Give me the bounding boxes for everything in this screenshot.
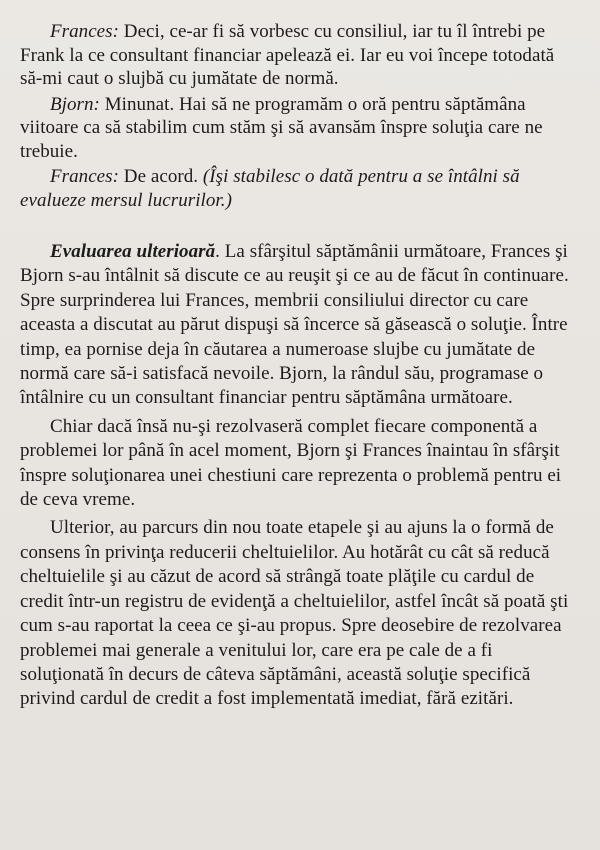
dialogue-line-bjorn	[20, 93, 580, 164]
section-gap	[20, 212, 580, 236]
speaker-label: Frances:	[50, 166, 119, 187]
dialogue-line-frances-1	[20, 20, 580, 91]
section-paragraph-text: . La sfârşitul săptămânii următoare, Frances şi Bjorn s-au întâlnit să discute ce au reuşit şi ce au de făcut în continuare. Spre surprinderea lui Frances, membrii consiliului director cu care aceasta a discutat au părut dispuşi să încerce să găsească o soluţie. Între timp, ea pornise deja în căutarea a numeroase slujbe cu jumătate de normă care să-i satisfacă nevoile. Bjorn, la rândul său, programase o întâlnire cu un consultant financiar pentru săptămâna următoare.	[20, 241, 569, 409]
dialogue-line-frances-2	[20, 165, 580, 212]
stage-direction: (Îşi stabilesc o dată pentru a se întâlni să evalueze mersul lucrurilor.)	[20, 166, 520, 211]
body-paragraph-3: Ulterior, au parcurs din nou toate etapele şi au ajuns la o formă de consens în privinţa reducerii cheltuielilor. Au hotărât cu cât să reducă cheltuielile şi au căzut de acord să strângă toate plăţile cu cardul de credit într-un registru de evidenţă a cheltuielilor, astfel încât să poată şti cum s-au raportat la ceea ce şi-au propus. Spre deosebire de rezolvarea problemei mai generale a venitului lor, care era pe cale de a fi soluţionată în decurs de câteva săptămâni, această soluţie specifică privind cardul de credit a fost implementată imediat, fără ezitări.	[20, 517, 569, 710]
speaker-label: Bjorn:	[50, 93, 100, 115]
section-heading: Evaluarea ulterioară	[50, 241, 216, 262]
speaker-label: Frances:	[50, 21, 119, 42]
dialogue-text: De acord.	[119, 166, 203, 187]
section-first-paragraph	[20, 240, 580, 411]
dialogue-text: Deci, ce-ar fi să vorbesc cu consiliul, iar tu îl întrebi pe Frank la ce consultant financiar apelează ei. Iar eu voi începe totodată să-mi caut o slujbă cu jumătate de normă.	[20, 21, 555, 89]
body-paragraph-2: Chiar dacă însă nu-şi rezolvaseră complet fiecare componentă a problemei lor până în acel moment, Bjorn şi Frances înaintau în sfârşit înspre soluţionarea unei chestiuni care reprezenta o problemă pentru ei de ceva vreme.	[20, 415, 562, 511]
dialogue-text: Minunat. Hai să ne programăm o oră pentru săptămâna viitoare ca să stabilim cum stăm şi să avansăm înspre soluţia care ne trebuie.	[20, 93, 543, 162]
